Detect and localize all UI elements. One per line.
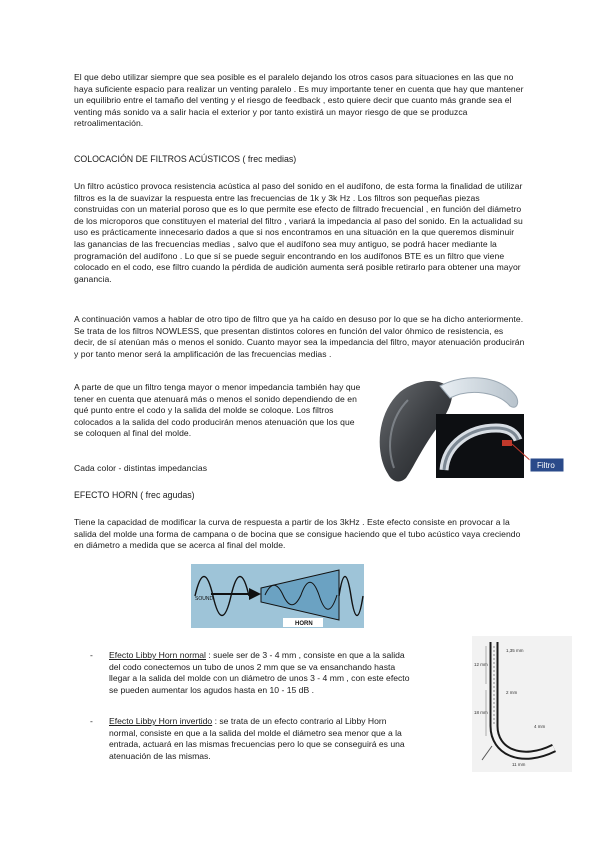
tube-dim-label: 2 mm: [506, 690, 518, 695]
filtro-label: Filtro: [537, 461, 555, 470]
hearing-aid-figure: [370, 374, 565, 486]
horn-paragraph: Tiene la capacidad de modificar la curva de respuesta a partir de los 3kHz . Este efecto consiste en provocar a la salida del molde una forma de campana o de bocina que se consigue haciendo que el tubo acústico vaya creciendo en diámetro a medida que se acerca al final del molde.: [74, 517, 521, 551]
bullet-line: llegar a la salida del molde con un diámetro de unos 3 - 4 mm , con este efecto: [109, 673, 410, 684]
bullet-title: Efecto Libby Horn normal: [109, 650, 206, 660]
filtros-paragraph: Un filtro acústico provoca resistencia acústica al paso del sonido en el audífono, de esta forma la finalidad de utilizar filtros es la de suavizar la respuesta entre las frecuencias de 1k y 3k Hz . Los filtros son pequeñas piezas construidas con un material poroso que es lo que permite ese efecto de filtrado frecuencial , en función del diámetro de los microporos que constituyen el material del filtro , variará la impedancia al paso del sonido. En la actualidad su uso es prácticamente innecesario dados a que si nos encontramos en una situación en la que queremos disminuir las ganancias de las frecuencias medias , salvo que el audífono sea muy antiguo, se podrá hacer mediante la programación del audífono . Lo que sí se puede seguir encontrando en los audífonos BTE es un filtro que viene colocado en el codo, ese filtro cuando la pérdida de audición aumenta será posible retirarlo para obtener una mayor ganancia.: [74, 181, 523, 284]
tube-dim-label: 12 mm: [474, 662, 488, 667]
intro-paragraph: El que debo utilizar siempre que sea posible es el paralelo dejando los otros casos para situaciones en las que no haya suficiente espacio para realizar un venting paralelo . Es muy importante tener en cuenta que hay que mantener un equilibrio entre el tamaño del venting y el riesgo de feedback , esto quiere decir que cuanto más grande sea el venting más sonido va a salir hacia el exterior y por tanto existirá un mayor riesgo de que se produzca retroalimentación.: [74, 72, 524, 129]
bullet-line: se pueden aumentar los agudos hasta en 10 - 15 dB .: [109, 684, 314, 695]
bullet-title: Efecto Libby Horn invertido: [109, 716, 213, 726]
tube-dim-label: 11 mm: [512, 762, 526, 767]
horn-label: HORN: [295, 621, 313, 627]
section-heading-horn: EFECTO HORN ( frec agudas): [74, 490, 195, 500]
bullet-line: : se trata de un efecto contrario al Libby Horn: [212, 716, 387, 726]
bullet-line: entrada, actuará en las mismas frecuencias pero lo que se conseguirá es una: [109, 739, 405, 750]
color-caption: Cada color - distintas impedancias: [74, 463, 208, 473]
horn-effect-figure: [191, 564, 364, 628]
tube-dim-label: 4 mm: [534, 724, 546, 729]
bullet-line: normal, consiste en que a la salida del molde el diámetro sea menor que a la: [109, 727, 402, 738]
tube-dim-label: 1,35 mm: [506, 648, 524, 653]
tube-dim-label: 18 mm: [474, 710, 488, 715]
bullet-marker: -: [90, 716, 93, 726]
bullet-marker: -: [90, 650, 93, 660]
bullet-line: atenuación de las mismas.: [109, 750, 211, 761]
section-heading-filtros: COLOCACIÓN DE FILTROS ACÚSTICOS ( frec medias): [74, 154, 297, 164]
filtro-position-paragraph: A parte de que un filtro tenga mayor o menor impedancia también hay que tener en cuenta que atenuará más o menos el sonido dependiendo de en qué punto entre el codo y la salida del molde se coloque. Los filtros colocados a la salida del codo producirán menos atenuación que los que se coloquen al final del molde.: [74, 382, 361, 439]
sound-label: SOUND: [195, 596, 214, 602]
libby-tube-diagram: [472, 636, 572, 772]
bullet-line: del codo conectemos un tubo de unos 2 mm que se va ensanchando hasta: [109, 661, 396, 672]
nowless-paragraph: A continuación vamos a hablar de otro tipo de filtro que ya ha caído en desuso por lo que se ha dicho anteriormente. Se trata de los filtros NOWLESS, que presentan distintos colores en función del valor óhmico de resistencia, es decir, de sí atenúan más o menos el sonido. Cuanto mayor sea la impedancia del filtro, mayor atenuación producirán y por tanto menor será la amplificación de las frecuencias medias .: [74, 314, 525, 359]
filter-marker: [502, 440, 512, 446]
bullet-line: : suele ser de 3 - 4 mm , consiste en que a la salida: [205, 650, 405, 660]
